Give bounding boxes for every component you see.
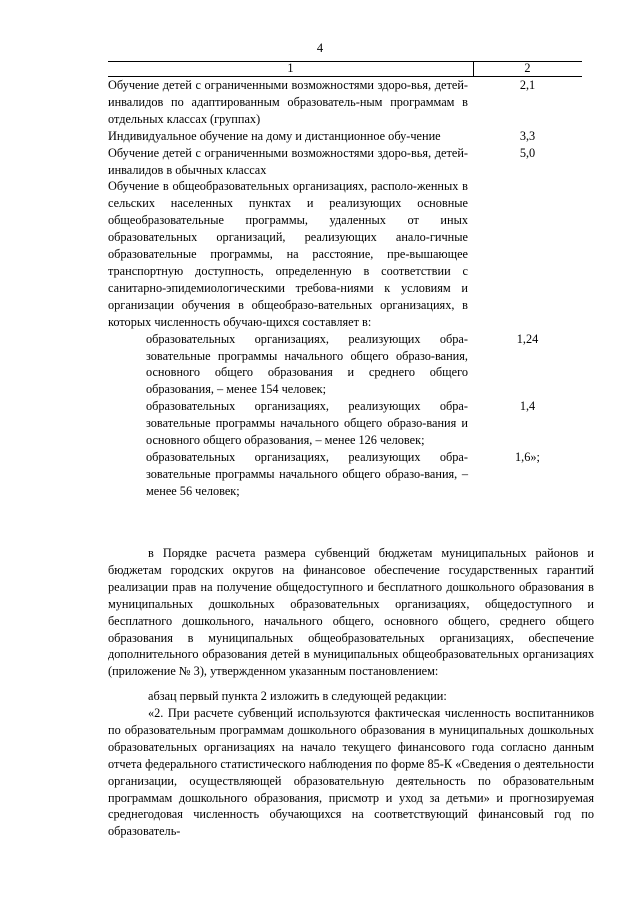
page-number: 4 (316, 41, 324, 55)
row-text: Обучение детей с ограниченными возможностями здоро-вья, детей-инвалидов по адаптированным образователь-ным программам в отдельных классах (группах) (108, 78, 468, 126)
coefficient-table (108, 61, 582, 500)
table-header (108, 61, 582, 77)
row-text: Индивидуальное обучение на дому и дистанционное обу-чение (108, 128, 441, 143)
col2-header: 2 (524, 61, 531, 75)
body-paragraph: абзац первый пункта 2 изложить в следующей редакции: (148, 689, 447, 703)
row-text: образовательных организациях, реализующих обра-зовательные программы начального общего образо-вания и основного общего образования, – менее 126 человек; (146, 399, 468, 448)
row-value: 5,0 (519, 145, 536, 160)
row-value: 1,24 (516, 331, 539, 346)
row-value: 1,6»; (515, 449, 540, 464)
table-row (108, 145, 582, 179)
row-value: 3,3 (519, 128, 536, 143)
table-row (108, 398, 582, 449)
table-row (108, 178, 582, 330)
row-text: образовательных организациях, реализующих обра-зовательные программы начального общего образо-вания, основного общего образования и среднего общего образования, – менее 154 человек; (146, 331, 468, 397)
row-value: 1,4 (519, 399, 536, 414)
body-paragraph: в Порядке расчета размера субвенций бюджетам муниципальных районов и бюджетам городских округов на финансовое обеспечение государственных гарантий реализации прав на получение общедоступного и бесплатного дошкольного образования в муниципальных дошкольных образовательных организациях, общедоступного и бесплатного дошкольного, начального общего, основного общего, среднего общего образования в муниципальных общеобразовательных организациях, обеспечение дополнительного образования детей в муниципальных общеобразовательных организациях (приложение № 3), утвержденном указанным постановлением: (108, 546, 594, 679)
row-text: Обучение в общеобразовательных организациях, располо-женных в сельских населенных пунктах и реализующих основные общеобразовательные программы, удаленных от иных образовательных организаций, реализующих анало-гичные образовательные программы, на расстояние, пре-вышающее транспортную доступность, определенную в соответствии с санитарно-эпидемиологическими требова-ниями к условиям и организации обучения в общеобразо-вательных организациях, в которых численность обучаю-щихся составляет в: (108, 179, 468, 329)
body-paragraph: «2. При расчете субвенций используются фактическая численность воспитанников по образовательным программам дошкольного образования в муниципальных дошкольных образовательных организациях на начало текущего финансового года согласно данным отчета федерального статистического наблюдения по форме 85-К «Сведения о деятельности организации, осуществляющей образовательную деятельность по образовательным программам дошкольного образования, присмотр и уход за детьми» и прогнозируемая среднегодовая численность обучающихся на соответствующий финансовый год по образователь- (108, 706, 594, 839)
table-row (108, 128, 582, 145)
row-value: 2,1 (519, 78, 536, 92)
col1-header: 1 (287, 61, 294, 75)
table-row (108, 449, 582, 500)
row-text: Обучение детей с ограниченными возможностями здоро-вья, детей-инвалидов в обычных классах (108, 145, 468, 177)
table-row (108, 331, 582, 399)
table-row (108, 77, 582, 128)
row-text: образовательных организациях, реализующих обра-зовательные программы начального общего образо-вания, – менее 56 человек; (146, 449, 468, 498)
